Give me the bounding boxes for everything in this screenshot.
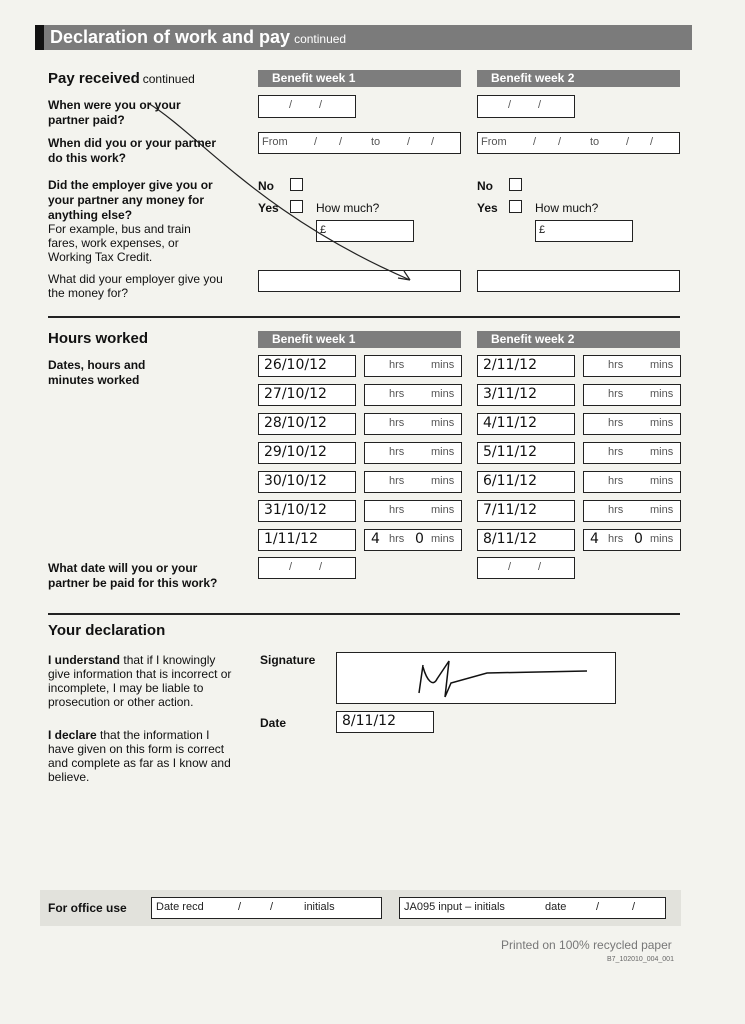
signature-label: Signature [260, 653, 316, 667]
signature-scribble [337, 653, 613, 701]
week2-paid-date-field[interactable] [477, 95, 575, 118]
mins-label: mins [431, 475, 455, 487]
week1-yes-label: Yes [258, 201, 279, 215]
declaration-heading: Your declaration [48, 622, 166, 639]
week1-pay-date-field[interactable] [258, 557, 356, 579]
week2-hours-field[interactable] [583, 471, 681, 493]
mins-label: mins [431, 388, 455, 400]
question-when-paid: When were you or your partner paid? [48, 98, 181, 127]
week2-pay-date-field[interactable] [477, 557, 575, 579]
mins-label: mins [650, 388, 674, 400]
question-dates-hours: Dates, hours and minutes worked [48, 358, 146, 387]
to-label: to [371, 136, 381, 148]
office-date-label: date [545, 901, 567, 913]
week2-work-period-field[interactable] [477, 132, 680, 154]
week1-date-value: 31/10/12 [264, 502, 327, 518]
week1-date-value: 27/10/12 [264, 386, 327, 402]
slash: / [431, 136, 435, 148]
week1-date-field[interactable] [258, 471, 356, 493]
pound-sign: £ [539, 224, 546, 236]
mins-label: mins [650, 475, 674, 487]
week1-mins-value: 0 [415, 531, 424, 547]
hrs-label: hrs [389, 417, 405, 429]
declare-text: that the information I have given on this form is correct and complete as far as I know and believe. [48, 728, 231, 784]
slash: / [289, 99, 293, 111]
week2-date-field[interactable] [477, 471, 575, 493]
week2-yes-checkbox[interactable] [509, 200, 522, 213]
office-ja095-field[interactable] [399, 897, 666, 919]
slash: / [632, 901, 636, 913]
mins-label: mins [650, 446, 674, 458]
pen-strike-line [140, 95, 440, 295]
ja095-label: JA095 input – initials [404, 901, 505, 913]
week2-mins-value: 0 [634, 531, 643, 547]
hrs-label: hrs [608, 359, 624, 371]
question-money-for: What did your employer give you the money for? [48, 272, 223, 300]
week2-date-field[interactable] [477, 413, 575, 435]
week1-date-field[interactable] [258, 529, 356, 551]
office-use-label: For office use [48, 901, 127, 915]
declaration-understand [48, 653, 233, 709]
hrs-label: hrs [608, 533, 624, 545]
week1-hours-value: 4 [371, 531, 380, 547]
week2-date-value: 5/11/12 [483, 444, 537, 460]
declare-bold: I declare [48, 728, 97, 742]
week2-amount-field[interactable] [535, 220, 633, 242]
week2-date-value: 2/11/12 [483, 357, 537, 373]
week2-date-value: 4/11/12 [483, 415, 537, 431]
mins-label: mins [431, 446, 455, 458]
mins-label: mins [431, 504, 455, 516]
week2-date-field[interactable] [477, 529, 575, 551]
hours-week2-header: Benefit week 2 [477, 331, 680, 348]
hours-worked-heading: Hours worked [48, 330, 149, 347]
hrs-label: hrs [608, 446, 624, 458]
slash: / [558, 136, 562, 148]
question-when-work: When did you or your partner do this work? [48, 136, 217, 165]
from-label: From [262, 136, 288, 148]
date-label: Date [260, 716, 287, 730]
mins-label: mins [650, 359, 674, 371]
hrs-label: hrs [389, 504, 405, 516]
slash: / [626, 136, 630, 148]
week2-hours-value: 4 [590, 531, 599, 547]
signature-field[interactable] [336, 652, 616, 704]
mins-label: mins [431, 533, 455, 545]
hrs-label: hrs [389, 388, 405, 400]
pay-received-continued: continued [142, 72, 195, 86]
week2-no-checkbox[interactable] [509, 178, 522, 191]
form-title: Declaration of work and pay [50, 27, 291, 47]
section-divider [48, 316, 680, 318]
mins-label: mins [650, 533, 674, 545]
week2-date-value: 8/11/12 [483, 531, 537, 547]
week1-date-field[interactable] [258, 413, 356, 435]
slash: / [538, 99, 542, 111]
week2-hours-field[interactable] [583, 384, 681, 406]
date-recd-label: Date recd [156, 901, 204, 913]
week1-hours-field[interactable] [364, 442, 462, 464]
week1-date-field[interactable] [258, 384, 356, 406]
week1-date-value: 28/10/12 [264, 415, 327, 431]
week1-hours-field[interactable] [364, 384, 462, 406]
week2-yes-label: Yes [477, 201, 498, 215]
week1-how-much-label: How much? [316, 201, 380, 215]
week1-hours-field[interactable] [364, 355, 462, 377]
week1-date-field[interactable] [258, 500, 356, 522]
hours-week1-header: Benefit week 1 [258, 331, 461, 348]
recycled-note: Printed on 100% recycled paper [501, 938, 672, 952]
title-continued: continued [294, 32, 347, 46]
week2-hours-field[interactable] [583, 442, 681, 464]
slash: / [238, 901, 242, 913]
declaration-declare [48, 728, 233, 784]
week1-date-value: 1/11/12 [264, 531, 318, 547]
slash: / [339, 136, 343, 148]
pay-received-heading [48, 70, 195, 87]
slash: / [650, 136, 654, 148]
week2-how-much-label: How much? [535, 201, 599, 215]
week2-date-value: 6/11/12 [483, 473, 537, 489]
week2-hours-field[interactable] [583, 500, 681, 522]
week1-no-label: No [258, 179, 274, 193]
slash: / [508, 561, 512, 573]
question-employer-money-note: For example, bus and train fares, work expenses, or Working Tax Credit. [48, 222, 191, 264]
slash: / [289, 561, 293, 573]
slash: / [508, 99, 512, 111]
hrs-label: hrs [608, 388, 624, 400]
hrs-label: hrs [608, 417, 624, 429]
question-paid-date: What date will you or your partner be paid for this work? [48, 561, 218, 590]
mins-label: mins [650, 504, 674, 516]
hrs-label: hrs [389, 446, 405, 458]
hrs-label: hrs [389, 359, 405, 371]
from-label: From [481, 136, 507, 148]
week2-date-field[interactable] [477, 384, 575, 406]
pound-sign: £ [320, 224, 327, 236]
slash: / [270, 901, 274, 913]
week1-date-value: 29/10/12 [264, 444, 327, 460]
question-employer-money: Did the employer give you or your partner any money for anything else? [48, 178, 213, 222]
mins-label: mins [431, 359, 455, 371]
pay-received-title: Pay received [48, 70, 140, 87]
week2-date-field[interactable] [477, 442, 575, 464]
to-label: to [590, 136, 600, 148]
understand-bold: I understand [48, 653, 121, 667]
hrs-label: hrs [608, 475, 624, 487]
form-title-banner [35, 25, 692, 50]
pay-week1-header: Benefit week 1 [258, 70, 461, 87]
slash: / [314, 136, 318, 148]
week2-hours-field[interactable] [583, 529, 681, 551]
hrs-label: hrs [389, 533, 405, 545]
week2-hours-field[interactable] [583, 355, 681, 377]
week1-date-value: 26/10/12 [264, 357, 327, 373]
slash: / [407, 136, 411, 148]
week2-money-for-field[interactable] [477, 270, 680, 292]
initials-label: initials [304, 901, 335, 913]
mins-label: mins [431, 417, 455, 429]
week1-date-field[interactable] [258, 355, 356, 377]
slash: / [533, 136, 537, 148]
week2-date-field[interactable] [477, 355, 575, 377]
pay-week2-header: Benefit week 2 [477, 70, 680, 87]
week2-no-label: No [477, 179, 493, 193]
hrs-label: hrs [608, 504, 624, 516]
week1-date-field[interactable] [258, 442, 356, 464]
week1-hours-field[interactable] [364, 413, 462, 435]
mins-label: mins [650, 417, 674, 429]
slash: / [538, 561, 542, 573]
form-code: B7_102010_004_001 [607, 956, 674, 963]
slash: / [319, 99, 323, 111]
declaration-date-field[interactable] [336, 711, 434, 733]
week2-date-value: 3/11/12 [483, 386, 537, 402]
week1-date-value: 30/10/12 [264, 473, 327, 489]
understand-text: that if I knowingly give information that is incorrect or incomplete, I may be liable to prosecution or other action. [48, 653, 232, 709]
week2-hours-field[interactable] [583, 413, 681, 435]
section-divider [48, 613, 680, 615]
office-date-recd-field[interactable] [151, 897, 382, 919]
week1-hours-field[interactable] [364, 471, 462, 493]
declaration-date-value: 8/11/12 [342, 713, 396, 729]
week2-date-value: 7/11/12 [483, 502, 537, 518]
slash: / [596, 901, 600, 913]
week1-hours-field[interactable] [364, 529, 462, 551]
week1-hours-field[interactable] [364, 500, 462, 522]
slash: / [319, 561, 323, 573]
hrs-label: hrs [389, 475, 405, 487]
week2-date-field[interactable] [477, 500, 575, 522]
